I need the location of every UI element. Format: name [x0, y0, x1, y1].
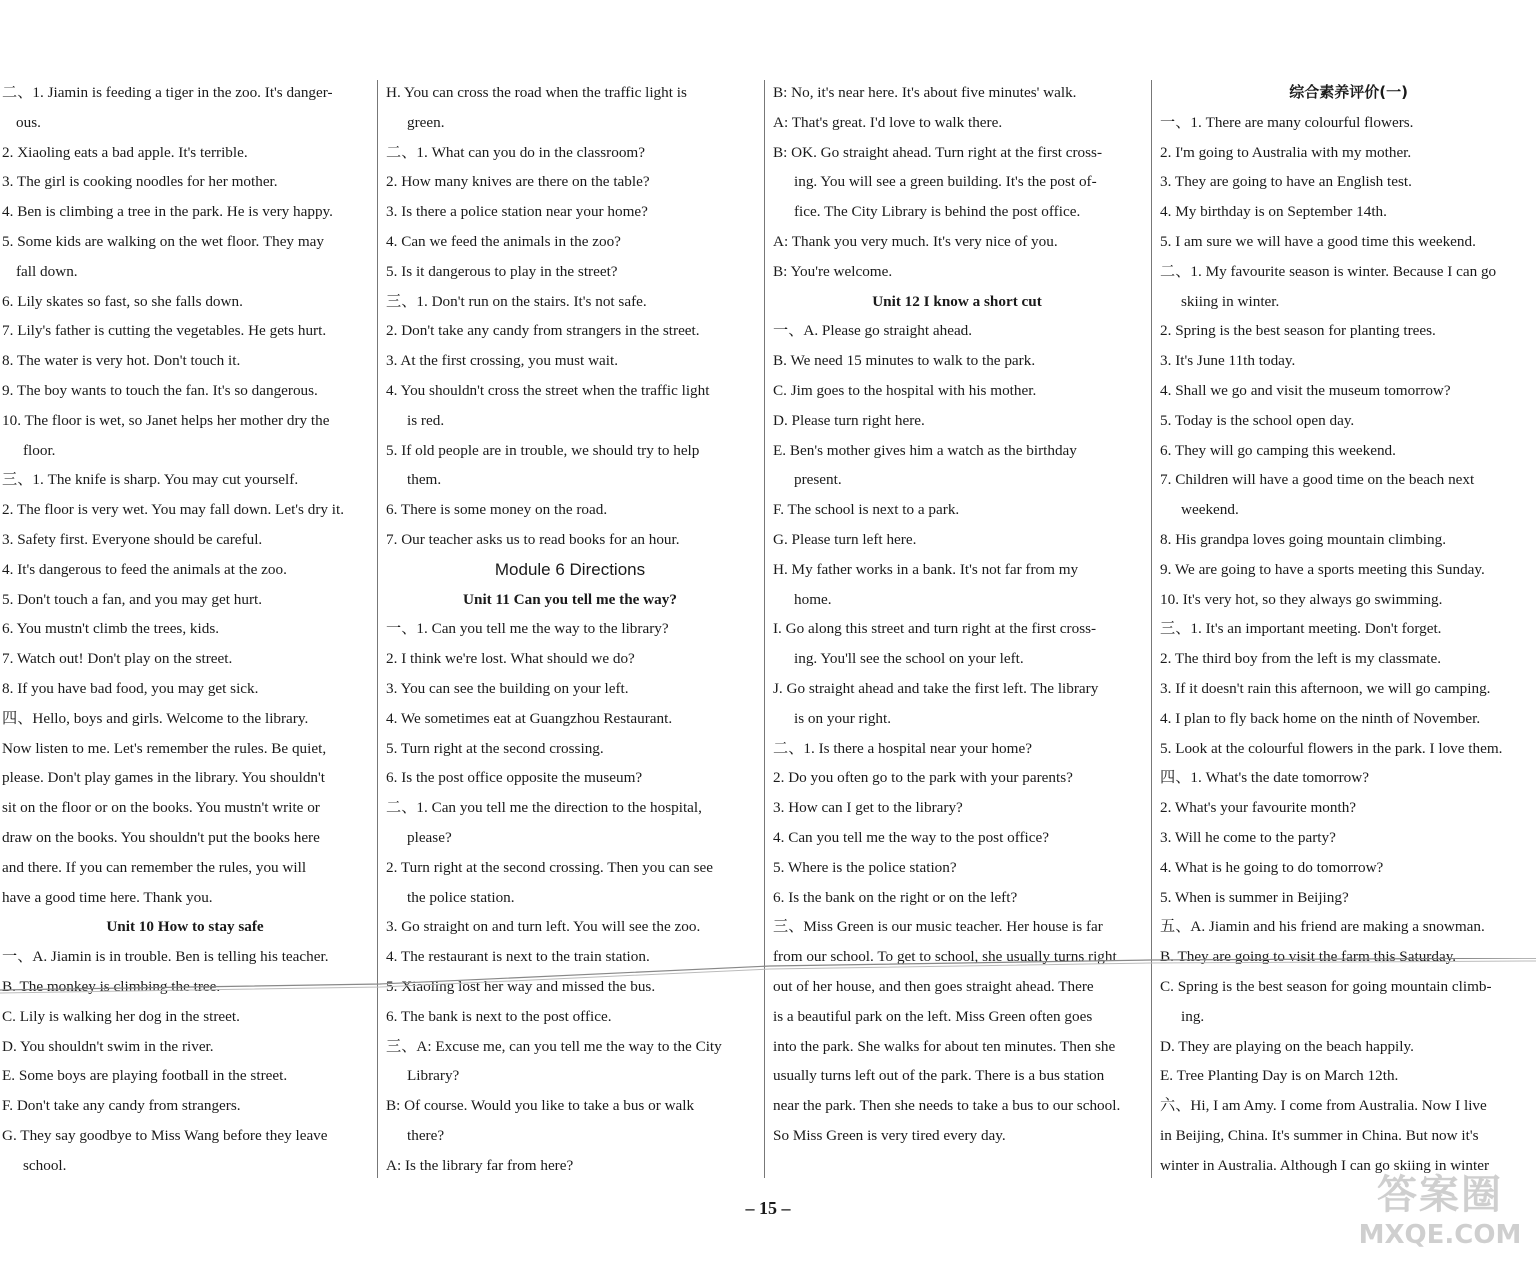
- text-line: 10. The floor is wet, so Janet helps her mother dry the: [2, 411, 330, 429]
- text-line: Library?: [407, 1067, 460, 1085]
- text-line: 3. Go straight on and turn left. You will see the zoo.: [386, 918, 701, 936]
- text-line: 2. The floor is very wet. You may fall down. Let's dry it.: [2, 501, 345, 519]
- text-line: fall down.: [16, 262, 78, 280]
- text-line: ing.: [1181, 1007, 1205, 1025]
- text-line: 6. They will go camping this weekend.: [1160, 441, 1396, 459]
- text-line: 6. Is the bank on the right or on the left?: [773, 888, 1018, 906]
- text-line: 2. I'm going to Australia with my mother.: [1160, 143, 1412, 161]
- text-line: 二、1. My favourite season is winter. Because I can go: [1160, 262, 1497, 280]
- text-line: E. Tree Planting Day is on March 12th.: [1160, 1067, 1399, 1085]
- text-line: 8. The water is very hot. Don't touch it.: [2, 352, 241, 370]
- text-line: I. Go along this street and turn right at the first cross-: [773, 620, 1097, 638]
- page-number: – 15 –: [745, 1198, 791, 1218]
- text-line: D. Please turn right here.: [773, 411, 925, 429]
- text-line: 4. My birthday is on September 14th.: [1160, 203, 1387, 221]
- text-line: C. Lily is walking her dog in the street.: [2, 1007, 240, 1025]
- text-line: draw on the books. You shouldn't put the books here: [2, 828, 320, 846]
- text-line: So Miss Green is very tired every day.: [773, 1126, 1006, 1144]
- text-line: please. Don't play games in the library. You shouldn't: [2, 769, 325, 787]
- text-line: 5. I am sure we will have a good time this weekend.: [1160, 232, 1476, 250]
- text-line: A: That's great. I'd love to walk there.: [773, 113, 1003, 131]
- text-line: the police station.: [407, 888, 515, 906]
- text-line: have a good time here. Thank you.: [2, 888, 213, 906]
- text-line: them.: [407, 471, 442, 489]
- text-line: 3. Is there a police station near your home?: [386, 203, 648, 221]
- text-line: 10. It's very hot, so they always go swimming.: [1160, 590, 1443, 608]
- text-line: 六、Hi, I am Amy. I come from Australia. Now I live: [1160, 1097, 1487, 1115]
- text-line: 5. Turn right at the second crossing.: [386, 739, 604, 757]
- text-line: 6. Is the post office opposite the museum?: [386, 769, 643, 787]
- text-line: 5. Don't touch a fan, and you may get hurt.: [2, 590, 263, 608]
- text-line: B. They are going to visit the farm this Saturday.: [1160, 948, 1457, 966]
- text-line: winter in Australia. Although I can go skiing in winter: [1160, 1156, 1490, 1174]
- text-line: usually turns left out of the park. There is a bus station: [773, 1067, 1105, 1085]
- text-line: 4. I plan to fly back home on the ninth of November.: [1160, 709, 1481, 727]
- text-line: 2. I think we're lost. What should we do?: [386, 650, 635, 668]
- text-line: 3. How can I get to the library?: [773, 799, 963, 817]
- column-divider: [1151, 80, 1152, 1178]
- column-2: [386, 78, 754, 1176]
- text-line: 4. What is he going to do tomorrow?: [1160, 858, 1384, 876]
- text-line: 二、1. Jiamin is feeding a tiger in the zoo. It's danger-: [2, 84, 333, 101]
- text-line: C. Jim goes to the hospital with his mother.: [773, 381, 1037, 399]
- text-line: B: OK. Go straight ahead. Turn right at the first cross-: [773, 143, 1103, 161]
- text-line: Now listen to me. Let's remember the rules. Be quiet,: [2, 739, 327, 757]
- text-line: present.: [794, 471, 842, 489]
- text-line: 5. When is summer in Beijing?: [1160, 888, 1349, 906]
- text-line: G. They say goodbye to Miss Wang before they leave: [2, 1126, 328, 1144]
- text-line: 3. Will he come to the party?: [1160, 828, 1336, 846]
- text-line: A: Is the library far from here?: [386, 1156, 574, 1174]
- text-line: weekend.: [1181, 501, 1239, 519]
- text-line: B: You're welcome.: [773, 262, 893, 280]
- text-line: D. They are playing on the beach happily.: [1160, 1037, 1414, 1055]
- text-line: B: No, it's near here. It's about five minutes' walk.: [773, 84, 1077, 101]
- text-line: is a beautiful park on the left. Miss Green often goes: [773, 1007, 1093, 1025]
- text-line: 3. You can see the building on your left.: [386, 679, 629, 697]
- text-line: 2. Turn right at the second crossing. Then you can see: [386, 858, 714, 876]
- text-line: ing. You will see a green building. It's the post of-: [794, 173, 1097, 191]
- text-line: D. You shouldn't swim in the river.: [2, 1037, 214, 1055]
- text-line: 四、Hello, boys and girls. Welcome to the library.: [2, 709, 309, 727]
- text-line: 4. You shouldn't cross the street when the traffic light: [386, 381, 710, 399]
- text-line: 9. We are going to have a sports meeting this Sunday.: [1160, 560, 1485, 578]
- text-line: 2. What's your favourite month?: [1160, 799, 1357, 817]
- text-line: 7. Children will have a good time on the beach next: [1160, 471, 1475, 489]
- text-line: from our school. To get to school, she usually turns right: [773, 948, 1117, 966]
- column-divider: [377, 80, 378, 1178]
- text-line: 6. You mustn't climb the trees, kids.: [2, 620, 220, 638]
- text-line: green.: [407, 113, 445, 131]
- text-line: 2. Do you often go to the park with your parents?: [773, 769, 1073, 787]
- text-line: 5. Some kids are walking on the wet floor. They may: [2, 232, 324, 250]
- text-line: in Beijing, China. It's summer in China. But now it's: [1160, 1126, 1479, 1144]
- text-line: 一、A. Jiamin is in trouble. Ben is telling his teacher.: [2, 948, 329, 966]
- scan-fold-line: [0, 958, 1536, 994]
- text-line: 5. If old people are in trouble, we should try to help: [386, 441, 700, 459]
- text-line: 3. At the first crossing, you must wait.: [386, 352, 619, 370]
- text-line: 5. Today is the school open day.: [1160, 411, 1355, 429]
- text-line: 8. If you have bad food, you may get sick.: [2, 679, 259, 697]
- text-line: 4. Can we feed the animals in the zoo?: [386, 232, 621, 250]
- text-line: 4. Ben is climbing a tree in the park. He is very happy.: [2, 203, 333, 221]
- text-line: 3. They are going to have an English test.: [1160, 173, 1412, 191]
- text-line: school.: [23, 1156, 67, 1174]
- text-line: 4. Can you tell me the way to the post office?: [773, 828, 1049, 846]
- text-line: 7. Our teacher asks us to read books for an hour.: [386, 530, 680, 548]
- text-line: ous.: [16, 113, 41, 131]
- text-line: 一、1. There are many colourful flowers.: [1160, 113, 1414, 131]
- section-heading: Unit 11 Can you tell me the way?: [463, 590, 677, 608]
- text-line: home.: [794, 590, 832, 608]
- text-line: 6. Lily skates so fast, so she falls down.: [2, 292, 243, 310]
- text-line: H. My father works in a bank. It's not far from my: [773, 560, 1079, 578]
- text-line: 三、1. Don't run on the stairs. It's not safe.: [386, 292, 647, 310]
- text-line: 5. Where is the police station?: [773, 858, 957, 876]
- text-line: B. The monkey is climbing the tree.: [2, 977, 221, 995]
- text-line: 8. His grandpa loves going mountain climbing.: [1160, 530, 1446, 548]
- text-line: 2. Xiaoling eats a bad apple. It's terrible.: [2, 143, 248, 161]
- text-line: into the park. She walks for about ten minutes. Then she: [773, 1037, 1116, 1055]
- column-1: [2, 78, 368, 1176]
- text-line: 4. It's dangerous to feed the animals at the zoo.: [2, 560, 287, 578]
- text-line: sit on the floor or on the books. You mustn't write or: [2, 799, 320, 817]
- text-line: ing. You'll see the school on your left.: [794, 650, 1024, 668]
- text-line: out of her house, and then goes straight ahead. There: [773, 977, 1094, 995]
- text-line: G. Please turn left here.: [773, 530, 917, 548]
- text-line: 6. The bank is next to the post office.: [386, 1007, 612, 1025]
- text-line: 3. If it doesn't rain this afternoon, we will go camping.: [1160, 679, 1491, 697]
- text-line: C. Spring is the best season for going mountain climb-: [1160, 977, 1492, 995]
- text-line: 4. Shall we go and visit the museum tomorrow?: [1160, 381, 1451, 399]
- text-line: 5. Is it dangerous to play in the street?: [386, 262, 618, 280]
- text-line: B: Of course. Would you like to take a bus or walk: [386, 1097, 695, 1115]
- text-line: 五、A. Jiamin and his friend are making a snowman.: [1160, 918, 1485, 936]
- text-line: 一、1. Can you tell me the way to the library?: [386, 620, 669, 638]
- text-line: 二、1. Can you tell me the direction to the hospital,: [386, 799, 702, 817]
- text-line: 四、1. What's the date tomorrow?: [1160, 769, 1369, 787]
- text-line: 3. Safety first. Everyone should be careful.: [2, 530, 263, 548]
- section-heading: Unit 12 I know a short cut: [872, 292, 1042, 310]
- column-4: [1160, 78, 1528, 1176]
- text-line: 2. How many knives are there on the table?: [386, 173, 650, 191]
- text-line: 2. The third boy from the left is my classmate.: [1160, 650, 1442, 668]
- text-line: 一、A. Please go straight ahead.: [773, 322, 973, 340]
- text-line: there?: [407, 1126, 445, 1144]
- text-line: 2. Don't take any candy from strangers in the street.: [386, 322, 700, 340]
- text-line: 二、1. What can you do in the classroom?: [386, 143, 645, 161]
- text-line: B. We need 15 minutes to walk to the park.: [773, 352, 1036, 370]
- watermark-logo: 答案圈 MXQE.COM: [1358, 1172, 1522, 1250]
- text-line: F. Don't take any candy from strangers.: [2, 1097, 241, 1115]
- section-heading: Unit 10 How to stay safe: [106, 918, 264, 936]
- text-line: is on your right.: [794, 709, 892, 727]
- text-line: skiing in winter.: [1181, 292, 1280, 310]
- text-line: 三、1. The knife is sharp. You may cut yourself.: [2, 471, 299, 489]
- text-line: near the park. Then she needs to take a bus to our school.: [773, 1097, 1121, 1115]
- text-line: 4. The restaurant is next to the train station.: [386, 948, 650, 966]
- text-line: 7. Lily's father is cutting the vegetables. He gets hurt.: [2, 322, 327, 340]
- column-divider: [764, 80, 765, 1178]
- text-line: please?: [407, 828, 452, 846]
- text-line: E. Ben's mother gives him a watch as the birthday: [773, 441, 1077, 459]
- text-line: and there. If you can remember the rules, you will: [2, 858, 307, 876]
- text-line: 5. Xiaoling lost her way and missed the bus.: [386, 977, 656, 995]
- text-line: 7. Watch out! Don't play on the street.: [2, 650, 233, 668]
- text-line: F. The school is next to a park.: [773, 501, 960, 519]
- text-line: floor.: [23, 441, 56, 459]
- text-line: 4. We sometimes eat at Guangzhou Restaurant.: [386, 709, 673, 727]
- text-line: is red.: [407, 411, 445, 429]
- text-line: 9. The boy wants to touch the fan. It's so dangerous.: [2, 381, 318, 399]
- text-line: 三、A: Excuse me, can you tell me the way to the City: [386, 1037, 722, 1055]
- text-line: J. Go straight ahead and take the first left. The library: [773, 679, 1099, 697]
- text-line: E. Some boys are playing football in the street.: [2, 1067, 288, 1085]
- text-line: 二、1. Is there a hospital near your home?: [773, 739, 1032, 757]
- text-line: 3. It's June 11th today.: [1160, 352, 1296, 370]
- text-line: 5. Look at the colourful flowers in the park. I love them.: [1160, 739, 1503, 757]
- text-line: 三、Miss Green is our music teacher. Her house is far: [773, 918, 1103, 936]
- text-line: 3. The girl is cooking noodles for her mother.: [2, 173, 278, 191]
- text-line: fice. The City Library is behind the post office.: [794, 203, 1081, 221]
- text-line: 6. There is some money on the road.: [386, 501, 608, 519]
- column-3: [773, 78, 1141, 1176]
- text-line: A: Thank you very much. It's very nice of you.: [773, 232, 1058, 250]
- text-line: H. You can cross the road when the traffic light is: [386, 84, 687, 101]
- section-heading: Module 6 Directions: [494, 559, 646, 579]
- text-line: 2. Spring is the best season for planting trees.: [1160, 322, 1436, 340]
- section-heading: 综合素养评价(一): [1289, 83, 1408, 101]
- text-line: 三、1. It's an important meeting. Don't forget.: [1160, 620, 1442, 638]
